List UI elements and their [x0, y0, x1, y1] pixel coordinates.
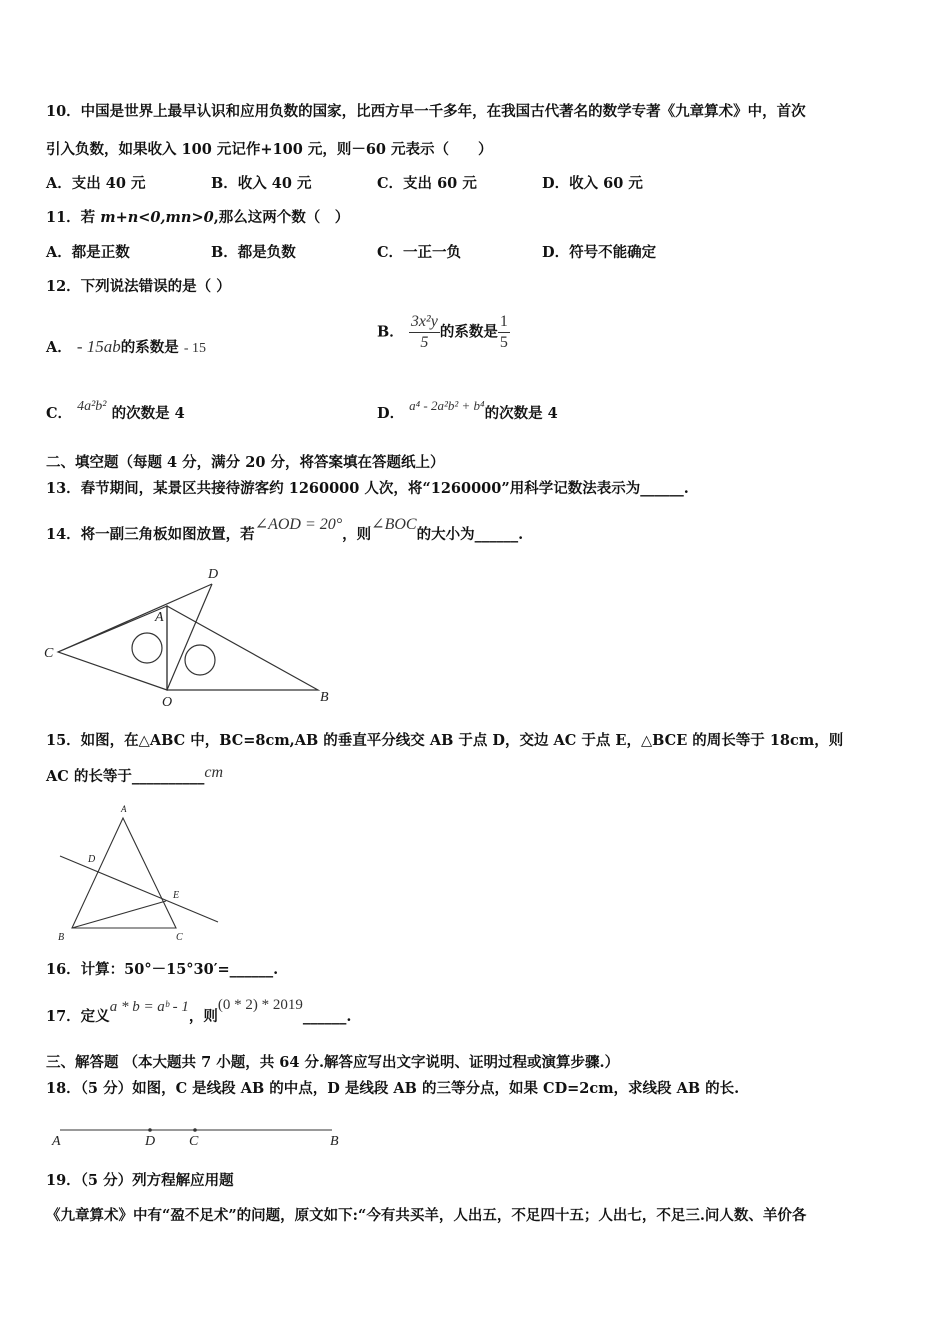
q13: 13．春节期间，某景区共接待游客约 1260000 人次，将“1260000”用科学记数法表示为______.: [46, 480, 689, 497]
q11-option-b: B．都是负数: [211, 244, 296, 261]
q12-b-text: 的系数是: [439, 323, 498, 341]
q15-label-b: B: [58, 932, 65, 943]
q14-angle-aod: ∠AOD = 20°: [254, 516, 343, 533]
q12-a-expr: - 15ab: [76, 337, 121, 356]
q12-d-label: D．: [377, 405, 405, 422]
q14-label-b: B: [320, 690, 329, 705]
q14-prefix: 14．将一副三角板如图放置，若: [46, 526, 255, 543]
q12-b-label: B．: [377, 323, 404, 341]
q18-label-a: A: [52, 1134, 61, 1149]
q14-triangle-left: [58, 606, 167, 690]
q17-stem: [46, 997, 352, 1027]
q12-stem: 12．下列说法错误的是（ ）: [46, 278, 231, 295]
section-2-heading: 二、填空题（每题 4 分，满分 20 分，将答案填在答题纸上）: [46, 454, 445, 471]
q15-segment-be: [72, 901, 166, 928]
q10-option-c: C．支出 60 元: [377, 175, 477, 192]
section-3-heading: 三、解答题 （本大题共 7 小题，共 64 分.解答应写出文字说明、证明过程或演算步骤.）: [46, 1054, 620, 1071]
q11-condition: m+n<0,mn>0: [100, 209, 214, 226]
q12-c-text: 的次数是 4: [111, 405, 185, 422]
q12-a-label: A．: [46, 339, 72, 356]
q19-title: 19．（5 分）列方程解应用题: [46, 1172, 234, 1189]
q10-option-a: A．支出 40 元: [46, 175, 146, 192]
q10-line1: 10．中国是世界上最早认识和应用负数的国家，比西方早一千多年，在我国古代著名的数学专著《九章算术》中，首次: [46, 103, 806, 120]
q11-option-d: D．符号不能确定: [542, 244, 657, 261]
q14-circle-right: [185, 645, 215, 675]
q12-d-text: 的次数是 4: [484, 405, 558, 422]
q17-expression: (0 * 2) * 2019: [217, 997, 303, 1013]
q14-triangle-right: [167, 606, 318, 690]
q10-line2: 引入负数，如果收入 100 元记作+100 元，则－60 元表示（ ）: [46, 141, 493, 158]
q12-d-expr: a⁴ - 2a²b² + b⁴: [409, 398, 485, 413]
q15-perpendicular-bisector: [60, 856, 218, 922]
q14-circle-left: [132, 633, 162, 663]
q17-definition: a * b = aᵇ - 1: [109, 999, 189, 1015]
q12-b-numerator: 3x²y: [409, 312, 440, 333]
q10-option-b: B．收入 40 元: [211, 175, 312, 192]
q11-option-a: A．都是正数: [46, 244, 130, 261]
q14-label-a: A: [155, 610, 164, 625]
q15-label-c: C: [176, 932, 183, 943]
q11-stem-suffix: ,那么这两个数（ ）: [213, 209, 350, 226]
q18-point-c: [193, 1128, 197, 1132]
q11-stem-prefix: 11．若: [46, 209, 101, 226]
q15-unit: cm: [204, 764, 223, 781]
q17-suffix: ______.: [302, 1008, 352, 1025]
q15-line1: 15．如图，在△ABC 中，BC=8cm,AB 的垂直平分线交 AB 于点 D，交边 AC 于点 E，△BCE 的周长等于 18cm，则: [46, 732, 844, 749]
q19-text: 《九章算术》中有“盈不足术”的问题，原文如下:“今有共买羊，人出五，不足四十五；人出七，不足三.问人数、羊价各: [46, 1207, 807, 1224]
q12-b-value-numerator: 1: [498, 312, 510, 333]
q12-a-value: - 15: [183, 341, 206, 356]
q14-label-d: D: [208, 567, 219, 582]
q15-label-d: D: [88, 854, 96, 865]
q12-a-text: 的系数是: [120, 339, 179, 356]
q14-label-c: C: [44, 646, 54, 661]
q14-suffix: 的大小为______.: [416, 526, 524, 543]
q12-b-value-denominator: 5: [499, 334, 508, 351]
q10-option-d: D．收入 60 元: [542, 175, 643, 192]
q15-label-a: A: [121, 804, 127, 814]
q12-c-label: C．: [46, 405, 73, 422]
q15-triangle-abc: [72, 818, 176, 928]
q18: 18．（5 分）如图，C 是线段 AB 的中点，D 是线段 AB 的三等分点，如果 CD=2cm，求线段 AB 的长.: [46, 1080, 740, 1097]
q14-middle: ，则: [342, 526, 372, 543]
q12-c-expr: 4a²b²: [77, 399, 107, 414]
q18-label-c: C: [189, 1134, 199, 1149]
q14-angle-boc: ∠BOC: [371, 516, 417, 533]
q16: 16．计算：50°－15°30′=______.: [46, 961, 279, 978]
q18-label-b: B: [330, 1134, 339, 1149]
q17-prefix: 17．定义: [46, 1008, 110, 1025]
q12-b-denominator: 5: [420, 334, 429, 351]
q15-label-e: E: [173, 890, 180, 901]
q17-middle: ，则: [188, 1008, 218, 1025]
q14-label-o: O: [162, 695, 173, 710]
q15-line2: [46, 764, 223, 787]
q11-option-c: C．一正一负: [377, 244, 462, 261]
q18-point-d: [148, 1128, 152, 1132]
q18-label-d: D: [145, 1134, 156, 1149]
q15-answer-blank: AC 的长等于__________: [46, 768, 205, 785]
